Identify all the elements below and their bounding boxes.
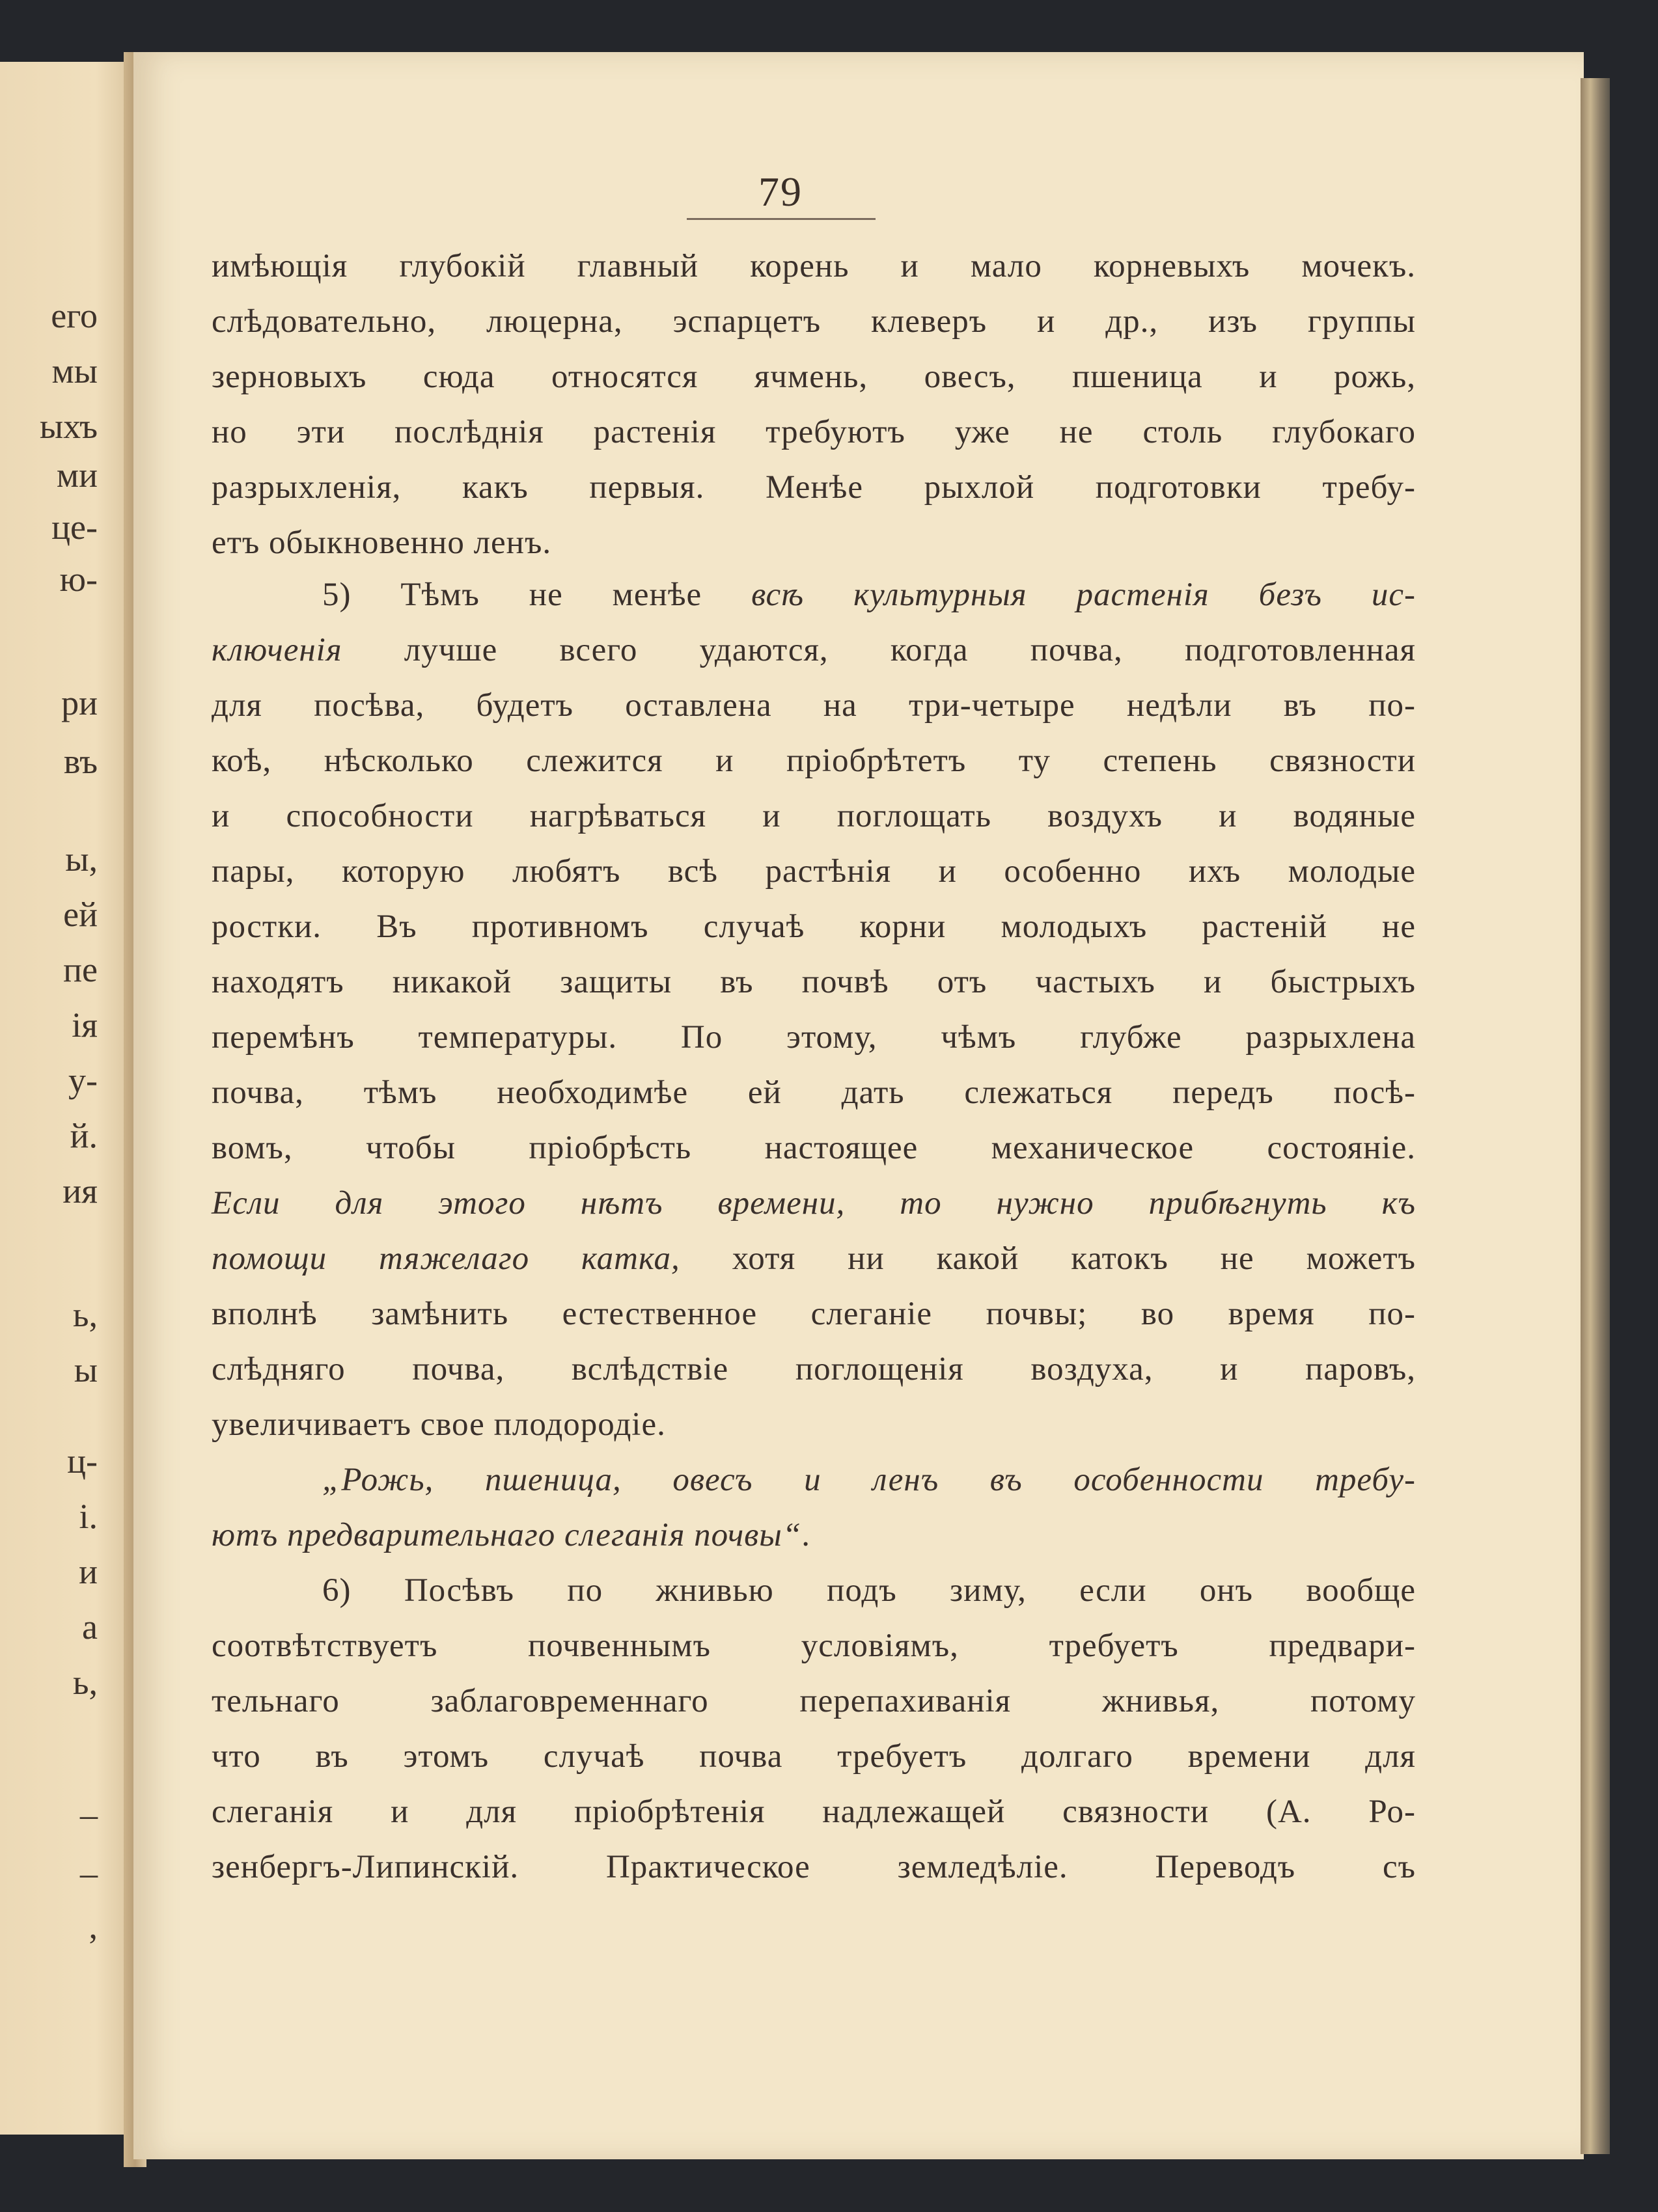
facing-page-fragment: а bbox=[82, 1607, 98, 1646]
text-line bbox=[212, 1295, 1416, 1333]
facing-page-fragment: ыхъ bbox=[39, 407, 98, 446]
facing-page-fragment: ей bbox=[63, 895, 98, 934]
text-line bbox=[212, 631, 1416, 669]
text-line bbox=[212, 1461, 1416, 1499]
text-line bbox=[212, 576, 1416, 614]
text-line bbox=[212, 1572, 1416, 1609]
text-span: ростки. Въ противномъ случаѣ корни молодыхъ растеній не bbox=[212, 908, 1416, 945]
text-span: зенбергъ-Липинскій. Практическое земледѣліе. Переводъ съ bbox=[212, 1849, 1416, 1885]
text-line bbox=[212, 687, 1416, 724]
text-span: слѣдовательно, люцерна, эспарцетъ клеверъ и др., изъ группы bbox=[212, 303, 1416, 340]
text-span: находятъ никакой защиты въ почвѣ отъ частыхъ и быстрыхъ bbox=[212, 964, 1416, 1000]
italic-span: „Рожь, пшеница, овесъ и ленъ въ особенности требу- bbox=[322, 1462, 1416, 1498]
text-span: 5) Тѣмъ не менѣе bbox=[322, 577, 752, 613]
text-line bbox=[212, 1074, 1416, 1112]
italic-span: ютъ предварительнаго слеганія почвы“ bbox=[212, 1517, 802, 1553]
italic-span: помощи тяжелаго катка, bbox=[212, 1240, 680, 1277]
text-span: слеганія и для пріобрѣтенія надлежащей связности (А. Ро- bbox=[212, 1794, 1416, 1830]
text-line bbox=[212, 1129, 1416, 1167]
text-line bbox=[212, 1848, 1416, 1886]
text-line bbox=[212, 469, 1416, 506]
page-number: 79 bbox=[758, 169, 803, 215]
text-line bbox=[212, 853, 1416, 890]
facing-page-fragment: й. bbox=[70, 1116, 98, 1155]
text-line bbox=[212, 1738, 1416, 1775]
facing-page-fragment: мы bbox=[51, 351, 98, 390]
text-line bbox=[212, 247, 1416, 285]
text-line bbox=[212, 1682, 1416, 1720]
text-line bbox=[212, 1184, 1416, 1222]
italic-span: Если для этого нѣтъ времени, то нужно прибѣгнуть къ bbox=[212, 1185, 1416, 1222]
text-span: зерновыхъ сюда относятся ячмень, овесъ, пшеница и рожь, bbox=[212, 359, 1416, 395]
text-line bbox=[212, 1240, 1416, 1277]
text-span: . bbox=[801, 1517, 810, 1553]
text-line bbox=[212, 413, 1416, 451]
text-span: слѣдняго почва, вслѣдствіе поглощенія воздуха, и паровъ, bbox=[212, 1351, 1416, 1387]
text-line bbox=[212, 963, 1416, 1001]
facing-page bbox=[0, 62, 137, 2135]
text-line bbox=[212, 1793, 1416, 1831]
text-span: для посѣва, будетъ оставлена на три-четыре недѣли въ по- bbox=[212, 687, 1416, 724]
facing-page-fragment: у- bbox=[68, 1061, 98, 1100]
text-span: почва, тѣмъ необходимѣе ей дать слежаться передъ посѣ- bbox=[212, 1074, 1416, 1111]
facing-page-fragment: ія bbox=[72, 1005, 98, 1045]
facing-page-fragment: ы, bbox=[65, 840, 98, 879]
facing-page-fragment: ц- bbox=[67, 1441, 98, 1481]
text-line bbox=[212, 1406, 1416, 1443]
facing-page-fragment: це- bbox=[51, 508, 98, 547]
text-line bbox=[212, 797, 1416, 835]
text-line bbox=[212, 1516, 1416, 1554]
text-span: но эти послѣднія растенія требуютъ уже не столь глубокаго bbox=[212, 414, 1416, 450]
text-span: лучше всего удаются, когда почва, подготовленная bbox=[342, 632, 1416, 668]
facing-page-fragment: ю- bbox=[59, 560, 98, 599]
text-span: коѣ, нѣсколько слежится и пріобрѣтетъ ту степень связности bbox=[212, 743, 1416, 779]
italic-span: всѣ культурныя растенія безъ ис- bbox=[751, 577, 1416, 613]
text-span: что въ этомъ случаѣ почва требуетъ долгаго времени для bbox=[212, 1738, 1416, 1775]
text-span: 6) Посѣвъ по жнивью подъ зиму, если онъ вообще bbox=[322, 1572, 1416, 1609]
facing-page-fragment: ь, bbox=[72, 1663, 98, 1702]
text-line bbox=[212, 524, 1416, 562]
text-span: и способности нагрѣваться и поглощать воздухъ и водяные bbox=[212, 798, 1416, 834]
text-span: перемѣнъ температуры. По этому, чѣмъ глубже разрыхлена bbox=[212, 1019, 1416, 1056]
facing-page-fragment: ь, bbox=[72, 1295, 98, 1334]
text-line bbox=[212, 1350, 1416, 1388]
facing-page-fragment: пе bbox=[63, 950, 98, 989]
facing-page-fragment: ы bbox=[74, 1350, 98, 1389]
text-span: тельнаго заблаговременнаго перепахиванія жнивья, потому bbox=[212, 1683, 1416, 1719]
text-span: соотвѣтствуетъ почвеннымъ условіямъ, требуетъ предвари- bbox=[212, 1628, 1416, 1664]
text-line bbox=[212, 358, 1416, 396]
text-span: хотя ни какой катокъ не можетъ bbox=[680, 1240, 1416, 1277]
text-span: вомъ, чтобы пріобрѣсть настоящее механическое состояніе. bbox=[212, 1130, 1416, 1166]
facing-page-fragment: ри bbox=[61, 683, 98, 722]
page-edges bbox=[1581, 78, 1610, 2154]
text-line bbox=[212, 742, 1416, 780]
text-line bbox=[212, 1018, 1416, 1056]
text-span: имѣющія глубокій главный корень и мало корневыхъ мочекъ. bbox=[212, 248, 1416, 284]
italic-span: ключенія bbox=[212, 632, 342, 668]
text-span: разрыхленія, какъ первыя. Менѣе рыхлой подготовки требу- bbox=[212, 469, 1416, 506]
text-span: увеличиваетъ свое плодородіе. bbox=[212, 1406, 666, 1443]
facing-page-fragment: и bbox=[79, 1552, 98, 1591]
text-line bbox=[212, 908, 1416, 946]
facing-page-fragment: _ bbox=[80, 1842, 98, 1881]
facing-page-fragment: его bbox=[51, 296, 98, 335]
text-line bbox=[212, 303, 1416, 340]
facing-page-fragment: , bbox=[89, 1907, 98, 1946]
text-span: етъ обыкновенно ленъ. bbox=[212, 525, 552, 561]
text-span: пары, которую любятъ всѣ растѣнія и особенно ихъ молодые bbox=[212, 853, 1416, 890]
facing-page-fragment: въ bbox=[63, 742, 98, 781]
text-span: вполнѣ замѣнить естественное слеганіе почвы; во время по- bbox=[212, 1296, 1416, 1332]
facing-page-fragment: _ bbox=[80, 1783, 98, 1822]
facing-page-fragment: ми bbox=[56, 456, 98, 495]
header-rule bbox=[687, 218, 876, 220]
facing-page-fragment: ия bbox=[62, 1171, 98, 1210]
facing-page-fragment: і. bbox=[79, 1497, 98, 1536]
text-line bbox=[212, 1627, 1416, 1665]
